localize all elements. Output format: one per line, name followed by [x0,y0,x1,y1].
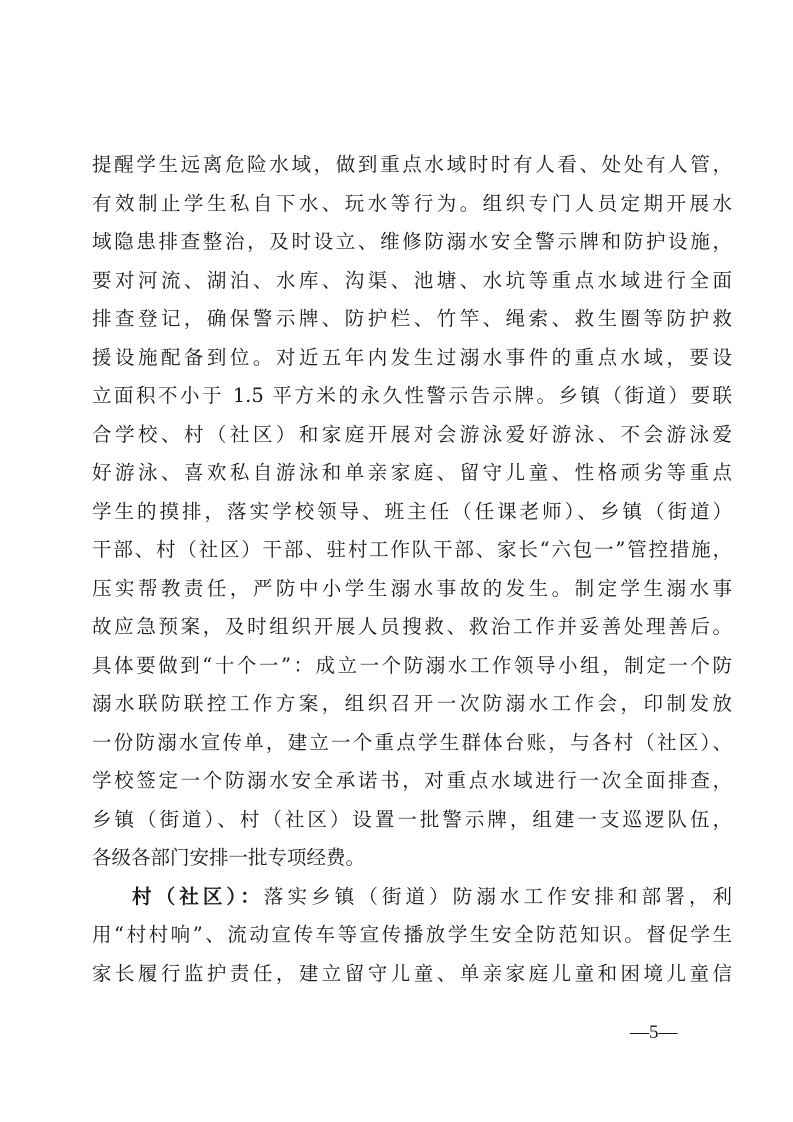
text-line: 要对河流、湖泊、水库、沟渠、池塘、水坑等重点水域进行全面 [92,268,732,292]
section-heading: 村（社区）： [132,884,264,908]
paragraph-2 [92,878,732,994]
text-line: 排查登记，确保警示牌、防护栏、竹竿、绳索、救生圈等防护救 [92,307,732,330]
page-number: —5— [630,1022,678,1043]
text-line: 乡镇（街道）、村（社区）设置一批警示牌，组建一支巡逻队伍， [92,807,732,831]
text-line: 用“村村响”、流动宣传车等宣传播放学生安全防范知识。督促学生 [92,923,732,946]
text-line: 合学校、村（社区）和家庭开展对会游泳爱好游泳、不会游泳爱 [92,422,732,446]
text-line: 学生的摸排，落实学校领导、班主任（任课老师）、乡镇（街道） [92,499,732,523]
text-line: 溺水联防联控工作方案，组织召开一次防溺水工作会，印制发放 [92,692,732,715]
text-line: 域隐患排查整治，及时设立、维修防溺水安全警示牌和防护设施， [92,230,732,253]
text-line: 故应急预案，及时组织开展人员搜救、救治工作并妥善处理善后。 [92,615,732,638]
text-line: 具体要做到“十个一”：成立一个防溺水工作领导小组，制定一个防 [92,653,732,677]
text-line: 家长履行监护责任，建立留守儿童、单亲家庭儿童和困境儿童信 [92,961,732,985]
text-line: 学校签定一个防溺水安全承诺书，对重点水域进行一次全面排查， [92,769,732,792]
text-line: 立面积不小于 1.5 平方米的永久性警示告示牌。乡镇（街道）要联 [92,384,732,407]
text-line: 提醒学生远离危险水域，做到重点水域时时有人看、处处有人管， [92,153,732,176]
text-line [92,878,732,917]
text-line: 压实帮教责任，严防中小学生溺水事故的发生。制定学生溺水事 [92,576,732,600]
text-line: 有效制止学生私自下水、玩水等行为。组织专门人员定期开展水 [92,191,732,215]
document-body [92,146,732,993]
text-line: 干部、村（社区）干部、驻村工作队干部、家长“六包一”管控措施， [92,538,732,561]
paragraph-1 [92,146,732,878]
text-run: 落实乡镇（街道）防溺水工作安排和部署，利 [263,884,732,908]
text-line: 援设施配备到位。对近五年内发生过溺水事件的重点水域，要设 [92,345,732,369]
text-line: 好游泳、喜欢私自游泳和单亲家庭、留守儿童、性格顽劣等重点 [92,461,732,484]
text-line: 一份防溺水宣传单，建立一个重点学生群体台账，与各村（社区）、 [92,730,732,754]
text-line: 各级各部门安排一批专项经费。 [92,846,366,869]
